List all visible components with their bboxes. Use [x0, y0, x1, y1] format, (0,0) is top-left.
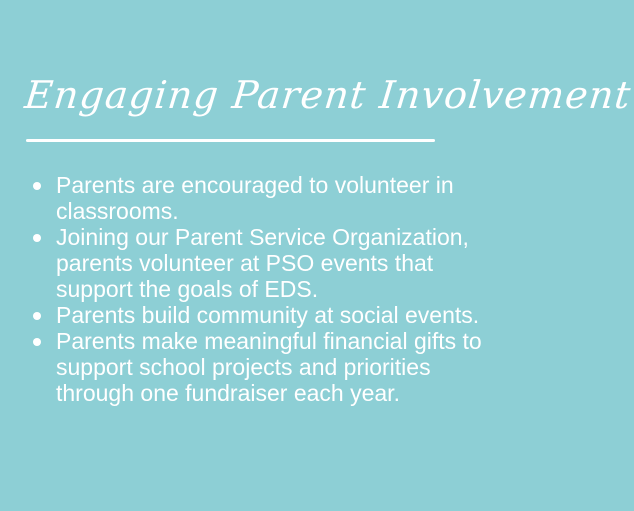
- bullet-icon: [33, 312, 41, 320]
- bullet-icon: [33, 338, 41, 346]
- bullet-icon: [33, 182, 41, 190]
- bullet-text: Joining our Parent Service Organization, parents volunteer at PSO events that support the goals of EDS.: [56, 224, 469, 302]
- list-item: [30, 172, 490, 224]
- bullet-text: Parents build community at social events.: [56, 302, 480, 328]
- bullet-icon: [33, 234, 41, 242]
- card-title: Engaging Parent Involvement: [22, 73, 634, 117]
- list-item: [30, 224, 490, 302]
- bullet-text: Parents make meaningful financial gifts to support school projects and priorities through one fundraiser each year.: [56, 328, 482, 406]
- bullet-text: Parents are encouraged to volunteer in classrooms.: [56, 172, 454, 224]
- list-item: [30, 302, 490, 328]
- title-divider: [26, 139, 435, 142]
- bullet-list: [30, 172, 490, 406]
- list-item: [30, 328, 490, 406]
